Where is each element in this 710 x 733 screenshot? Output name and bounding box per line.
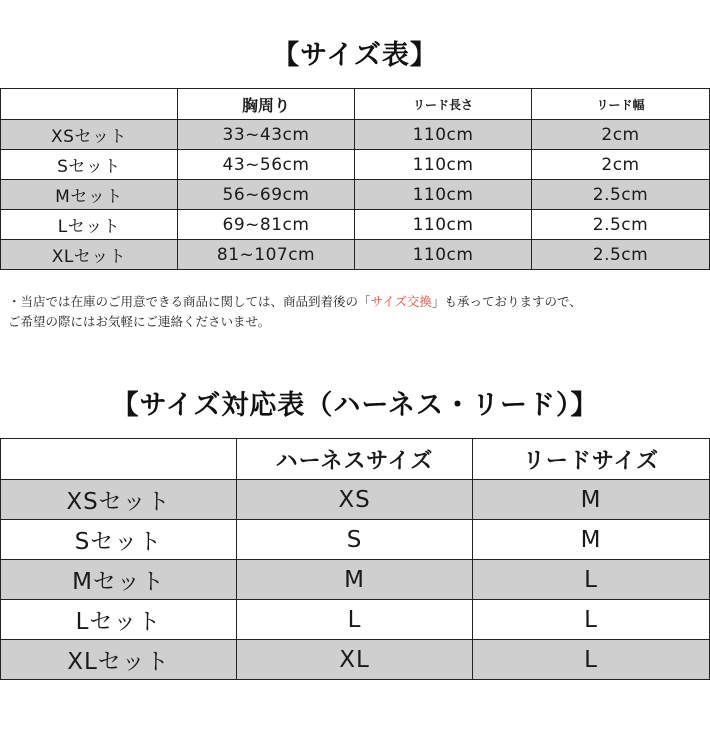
size-table-title: 【サイズ表】: [272, 40, 438, 71]
table-row: [1, 520, 710, 560]
size-table-header-row: [1, 89, 710, 120]
note-text-before: ・当店では在庫のご用意できる商品に関しては、商品到着後の「: [8, 294, 371, 309]
note-line-2: ご希望の際にはお気軽にご連絡くださいませ。: [8, 314, 271, 329]
chest-size: 43~56cm: [178, 150, 355, 180]
set-name: Sセット: [1, 150, 178, 180]
size-correspondence-table: [0, 438, 710, 680]
set-name: Lセット: [1, 210, 178, 240]
set-name: Mセット: [1, 180, 178, 210]
chest-size: 81~107cm: [178, 240, 355, 270]
lead-length: 110cm: [355, 240, 532, 270]
table-row: [1, 600, 710, 640]
chest-size: 33~43cm: [178, 120, 355, 150]
set-name: XLセット: [1, 640, 237, 680]
table-row: [1, 210, 710, 240]
set-name: XSセット: [1, 480, 237, 520]
lead-size: M: [473, 520, 710, 560]
note-text-after: 」も承っておりますので、: [432, 294, 582, 309]
lead-length: 110cm: [355, 150, 532, 180]
header-chest: 胸周り: [178, 89, 355, 120]
exchange-note: [8, 292, 708, 332]
table-row: [1, 150, 710, 180]
header-lead-length: リード長さ: [355, 89, 532, 120]
lead-width: 2cm: [532, 120, 710, 150]
size-correspondence-title: 【サイズ対応表（ハーネス・リード）】: [111, 390, 599, 421]
lead-width: 2cm: [532, 150, 710, 180]
header-lead-width: リード幅: [532, 89, 710, 120]
size-table-header-blank: [1, 89, 178, 120]
harness-size: XL: [237, 640, 473, 680]
harness-size: M: [237, 560, 473, 600]
table-row: [1, 180, 710, 210]
table-row: [1, 480, 710, 520]
table-row: [1, 560, 710, 600]
header-lead-size: リードサイズ: [473, 439, 710, 480]
header-harness-size: ハーネスサイズ: [237, 439, 473, 480]
lead-size: L: [473, 600, 710, 640]
lead-size: M: [473, 480, 710, 520]
lead-size: L: [473, 560, 710, 600]
chest-size: 69~81cm: [178, 210, 355, 240]
harness-size: XS: [237, 480, 473, 520]
table-row: [1, 240, 710, 270]
size-table: [0, 88, 710, 270]
size-exchange-highlight: サイズ交換: [370, 294, 433, 309]
table-row: [1, 640, 710, 680]
correspondence-header-row: [1, 439, 710, 480]
table-row: [1, 120, 710, 150]
lead-width: 2.5cm: [532, 240, 710, 270]
correspondence-header-blank: [1, 439, 237, 480]
set-name: Mセット: [1, 560, 237, 600]
lead-size: L: [473, 640, 710, 680]
lead-length: 110cm: [355, 120, 532, 150]
lead-length: 110cm: [355, 210, 532, 240]
set-name: XLセット: [1, 240, 178, 270]
note-line-1: [8, 292, 708, 312]
harness-size: S: [237, 520, 473, 560]
lead-width: 2.5cm: [532, 210, 710, 240]
harness-size: L: [237, 600, 473, 640]
set-name: Lセット: [1, 600, 237, 640]
lead-width: 2.5cm: [532, 180, 710, 210]
set-name: XSセット: [1, 120, 178, 150]
chest-size: 56~69cm: [178, 180, 355, 210]
lead-length: 110cm: [355, 180, 532, 210]
set-name: Sセット: [1, 520, 237, 560]
